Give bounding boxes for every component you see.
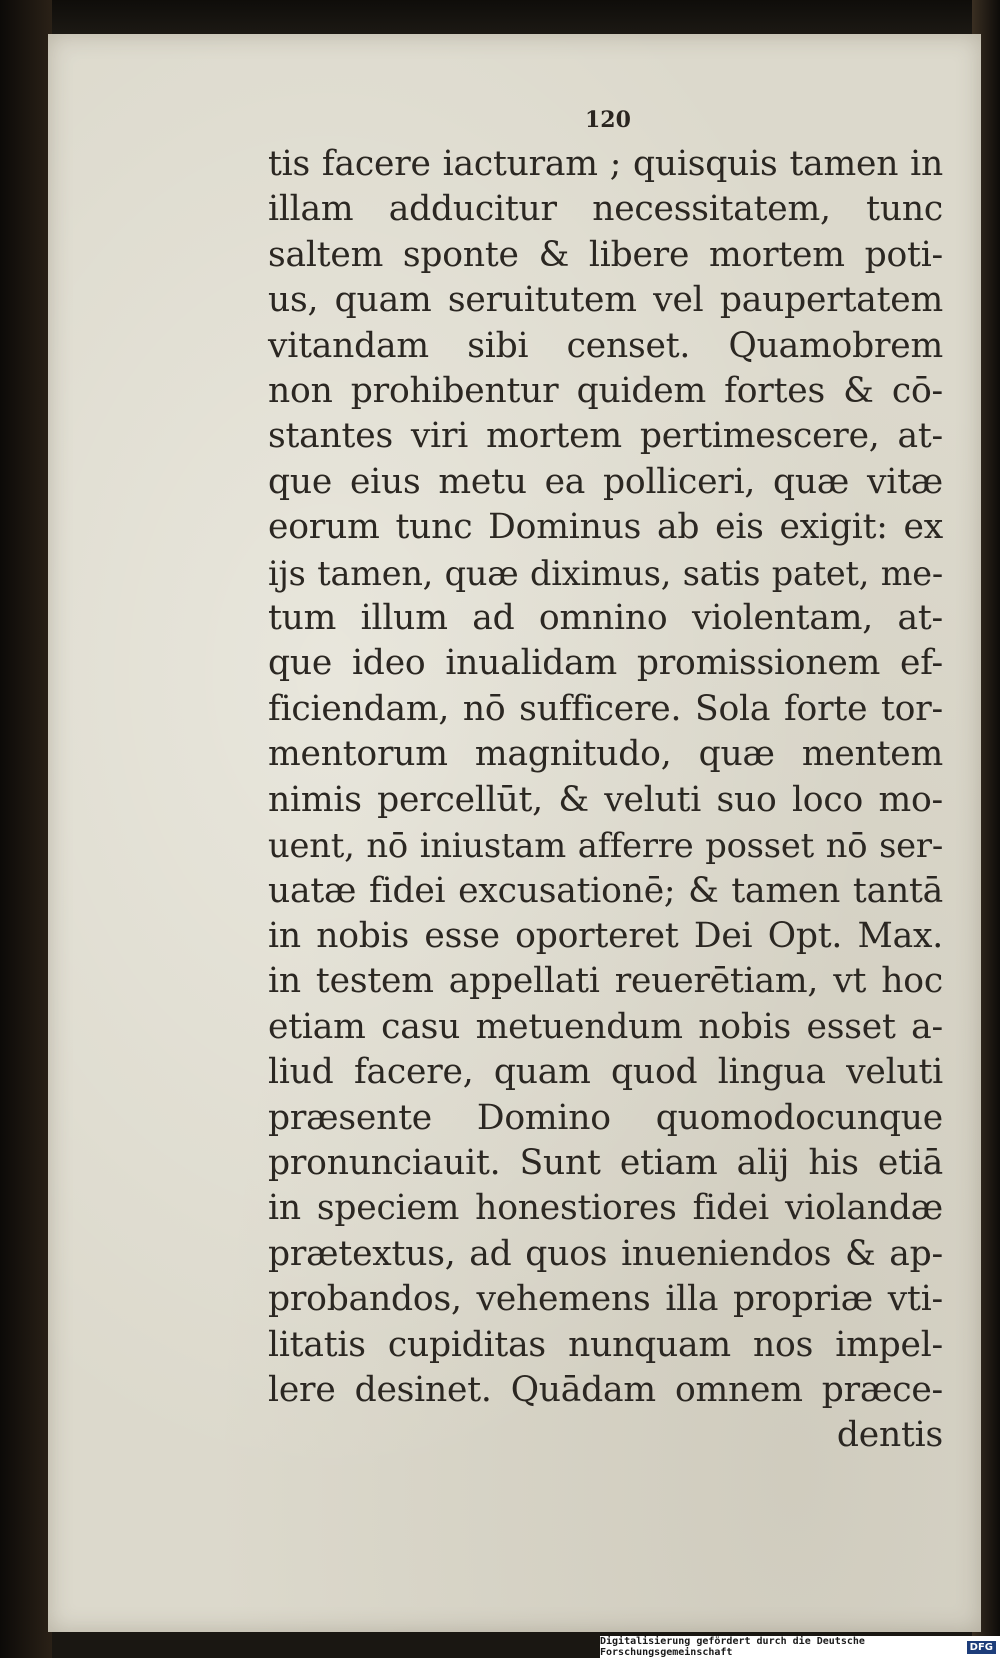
text-line: que ideo inualidam promissionem ef- (268, 643, 943, 684)
text-line: vitandam sibi censet. Quamobrem (268, 325, 943, 366)
text-line: non prohibentur quidem fortes & cō- (268, 371, 943, 412)
text-line: mentorum magnitudo, quæ mentem (268, 734, 943, 775)
catchword: dentis (836, 1415, 943, 1456)
page-text (268, 142, 943, 1459)
text-line: saltem sponte & libere mortem poti- (268, 234, 943, 275)
text-line: illam adducitur necessitatem, tunc (268, 189, 943, 230)
text-line: uatæ fidei excusationē; & tamen tantā (268, 870, 943, 911)
text-line: uent, nō iniustam afferre posset nō ser- (268, 826, 943, 866)
text-line: ficiendam, nō sufficere. Sola forte tor- (268, 688, 943, 729)
text-line: probandos, vehemens illa propriæ vti- (268, 1279, 943, 1320)
text-line: tis facere iacturam ; quisquis tamen in (268, 144, 943, 184)
text-line: us, quam seruitutem vel paupertatem (268, 280, 943, 321)
text-line: que eius metu ea polliceri, quæ vitæ (268, 461, 943, 502)
text-line: pronunciauit. Sunt etiam alij his etiā (268, 1142, 943, 1183)
text-line: prætextus, ad quos inueniendos & ap- (268, 1233, 943, 1274)
text-line: in testem appellati reuerētiam, vt hoc (268, 961, 943, 1002)
text-line: tum illum ad omnino violentam, at- (268, 598, 943, 639)
funding-credit: Digitalisierung gefördert durch die Deutsche Forschungsgemeinschaft (600, 1636, 865, 1658)
text-line: eorum tunc Dominus ab eis exigit: ex (268, 507, 943, 548)
text-line: etiam casu metuendum nobis esset a- (268, 1006, 943, 1047)
text-line: præsente Domino quomodocunque (268, 1097, 943, 1138)
page-number: 120 (585, 107, 631, 133)
text-line: in nobis esse oporteret Dei Opt. Max. (268, 915, 943, 956)
scan-top-background (0, 0, 1000, 36)
text-line: liud facere, quam quod lingua veluti (268, 1052, 943, 1093)
digitization-credit-bar (600, 1636, 1000, 1658)
book-left-edge (0, 0, 52, 1658)
text-line: litatis cupiditas nunquam nos impel- (268, 1324, 943, 1365)
text-line: ijs tamen, quæ diximus, satis patet, me- (268, 553, 943, 593)
text-line: in speciem honestiores fidei violandæ (268, 1188, 943, 1229)
text-line: stantes viri mortem pertimescere, at- (268, 416, 943, 457)
text-line: lere desinet. Quādam omnem præce- (268, 1369, 943, 1410)
text-line: nimis percellūt, & veluti suo loco mo- (268, 779, 943, 820)
dfg-logo: DFG (967, 1641, 996, 1654)
